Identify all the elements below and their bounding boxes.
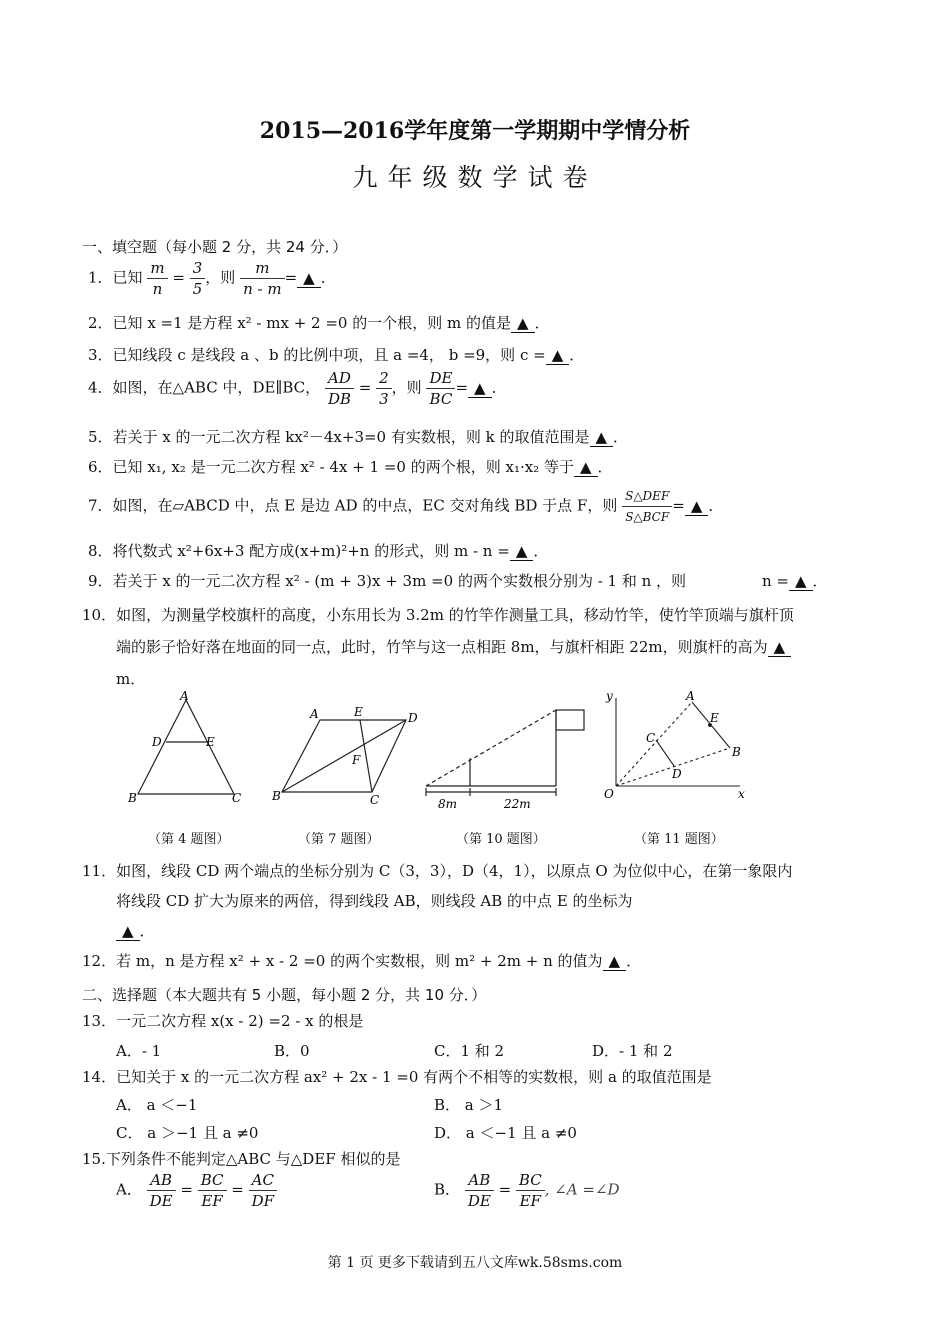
fig11-label-A: A xyxy=(686,690,695,703)
answer-blank: ▲ xyxy=(574,458,598,477)
fig11-label-x: x xyxy=(738,787,745,801)
section1-heading: 一、填空题（每小题 2 分，共 24 分．） xyxy=(82,238,348,256)
answer-blank: ▲ xyxy=(603,952,627,971)
section2-heading: 二、选择题（本大题共有 5 小题，每小题 2 分，共 10 分．） xyxy=(82,986,487,1004)
fig4-label-E: E xyxy=(206,735,215,749)
question-12: 12．若 m，n 是方程 x² + x - 2 =0 的两个实数根，则 m² + 2m + n 的值为 ▲ ． xyxy=(82,952,642,970)
answer-blank: ▲ xyxy=(546,346,570,365)
exam-subtitle: 九年级数学试卷 xyxy=(352,163,598,192)
question-11: 11．如图，线段 CD 两个端点的坐标分别为 C（3，3），D（4，1），以原点 O 为位似中心，在第一象限内 xyxy=(82,862,793,880)
q14-option-c: C． a ＞−1 且 a ≠0 xyxy=(116,1124,259,1142)
q13-option-a: A．- 1 xyxy=(116,1042,162,1060)
q14-option-b: B． a ＞1 xyxy=(434,1096,504,1114)
question-11-answer: ▲ ． xyxy=(116,920,155,941)
question-13: 13．一元二次方程 x(x - 2) =2 - x 的根是 xyxy=(82,1012,364,1030)
fig7-label-C: C xyxy=(370,793,380,807)
fig4-label-A: A xyxy=(180,690,189,703)
fig11-label-B: B xyxy=(732,745,741,759)
question-6: 6．已知 x₁, x₂ 是一元二次方程 x² - 4x + 1 =0 的两个根，则 x₁·x₂ 等于 ▲ ． xyxy=(88,458,613,476)
q13-option-c: C．1 和 2 xyxy=(434,1042,505,1060)
q14-option-a: A． a ＜−1 xyxy=(116,1096,198,1114)
question-15: 15.下列条件不能判定△ABC 与△DEF 相似的是 xyxy=(82,1150,401,1168)
question-10-line2: 端的影子恰好落在地面的同一点，此时，竹竿与这一点相距 8m，与旗杆相距 22m，则旗杆的高为 ▲ xyxy=(116,636,791,657)
fig7-label-A: A xyxy=(310,707,319,721)
fig7-label-E: E xyxy=(354,705,363,719)
fig11-label-C: C xyxy=(646,731,656,745)
answer-blank: ▲ xyxy=(768,638,792,657)
answer-blank: ▲ xyxy=(789,572,813,591)
question-7: 7．如图，在▱ABCD 中，点 E 是边 AD 的中点，EC 交对角线 BD 于点 F，则 $\frac{\text{S△DEF}}{\text{S△BCF}}$ = ▲ ． xyxy=(88,486,723,527)
q15-option-a: A． $\frac{AB}{DE}$ = $\frac{BC}{EF}$ = $\frac{AC}{DF}$ xyxy=(116,1170,277,1211)
figure-7 xyxy=(282,720,406,792)
q13-option-d: D．- 1 和 2 xyxy=(592,1042,673,1060)
caption-fig4: （第 4 题图） xyxy=(148,832,230,847)
fig11-label-E: E xyxy=(710,711,719,725)
question-5: 5．若关于 x 的一元二次方程 kx²－4x+3=0 有实数根，则 k 的取值范围是 ▲ ． xyxy=(88,428,629,446)
q14-option-d: D． a ＜−1 且 a ≠0 xyxy=(434,1124,577,1142)
exam-title: 2015—2016学年度第一学期期中学情分析 xyxy=(259,118,691,144)
question-1: 1．已知 $\frac{m}{n}$ = $\frac{3}{5}$ ，则 $\frac{m}{n - m}$ = ▲ ． xyxy=(88,259,336,298)
caption-fig11: （第 11 题图） xyxy=(634,832,724,847)
question-10: 10．如图，为测量学校旗杆的高度，小东用长为 3.2m 的竹竿作测量工具，移动竹竿，使竹竿顶端与旗杆顶 xyxy=(82,606,794,624)
answer-blank: ▲ xyxy=(297,269,321,288)
page-footer: 第 1 页 更多下载请到五八文库wk.58sms.com xyxy=(327,1255,623,1271)
question-9-answer: n = ▲ ． xyxy=(762,572,828,590)
fig4-label-C: C xyxy=(232,791,242,805)
q13-option-b: B．0 xyxy=(274,1042,310,1060)
question-14: 14．已知关于 x 的一元二次方程 ax² + 2x - 1 =0 有两个不相等的实数根，则 a 的取值范围是 xyxy=(82,1068,712,1086)
answer-blank: ▲ xyxy=(468,379,492,398)
caption-fig7: （第 7 题图） xyxy=(298,832,380,847)
question-8: 8．将代数式 x²+6x+3 配方成(x+m)²+n 的形式，则 m - n = ▲ ． xyxy=(88,542,549,560)
fig11-label-y: y xyxy=(606,690,613,703)
figure-10 xyxy=(426,710,584,796)
answer-blank: ▲ xyxy=(590,428,614,447)
question-4: 4．如图，在△ABC 中，DE∥BC， $\frac{AD}{DB}$ = $\frac{2}{3}$ ，则 $\frac{DE}{BC}$ = ▲ ． xyxy=(88,369,507,408)
fig11-label-O: O xyxy=(604,787,614,801)
fig11-label-D: D xyxy=(672,767,682,781)
question-3: 3．已知线段 c 是线段 a 、b 的比例中项，且 a =4， b =9，则 c = ▲ ． xyxy=(88,346,585,364)
fig7-label-F: F xyxy=(352,753,361,767)
fig10-label-22m: 22m xyxy=(504,797,531,811)
question-2: 2．已知 x =1 是方程 x² - mx + 2 =0 的一个根，则 m 的值是 ▲ ． xyxy=(88,314,550,332)
fig10-label-8m: 8m xyxy=(438,797,458,811)
q15-option-b: B． $\frac{AB}{DE}$ = $\frac{BC}{EF}$ , ∠A =∠D xyxy=(434,1171,620,1210)
fig4-label-B: B xyxy=(128,791,137,805)
question-10-line3: m． xyxy=(116,670,146,688)
fig7-label-D: D xyxy=(408,711,418,725)
answer-blank: ▲ xyxy=(511,314,535,333)
caption-fig10: （第 10 题图） xyxy=(456,832,546,847)
answer-blank: ▲ xyxy=(685,497,709,516)
answer-blank: ▲ xyxy=(510,542,534,561)
answer-blank: ▲ xyxy=(116,922,140,941)
question-9: 9．若关于 x 的一元二次方程 x² - (m + 3)x + 3m =0 的两个实数根分别为 - 1 和 n ，则 xyxy=(88,572,687,590)
fig7-label-B: B xyxy=(272,789,281,803)
fig4-label-D: D xyxy=(152,735,162,749)
question-11-line2: 将线段 CD 扩大为原来的两倍，得到线段 AB，则线段 AB 的中点 E 的坐标为 xyxy=(116,892,633,910)
figures-row xyxy=(120,690,860,820)
